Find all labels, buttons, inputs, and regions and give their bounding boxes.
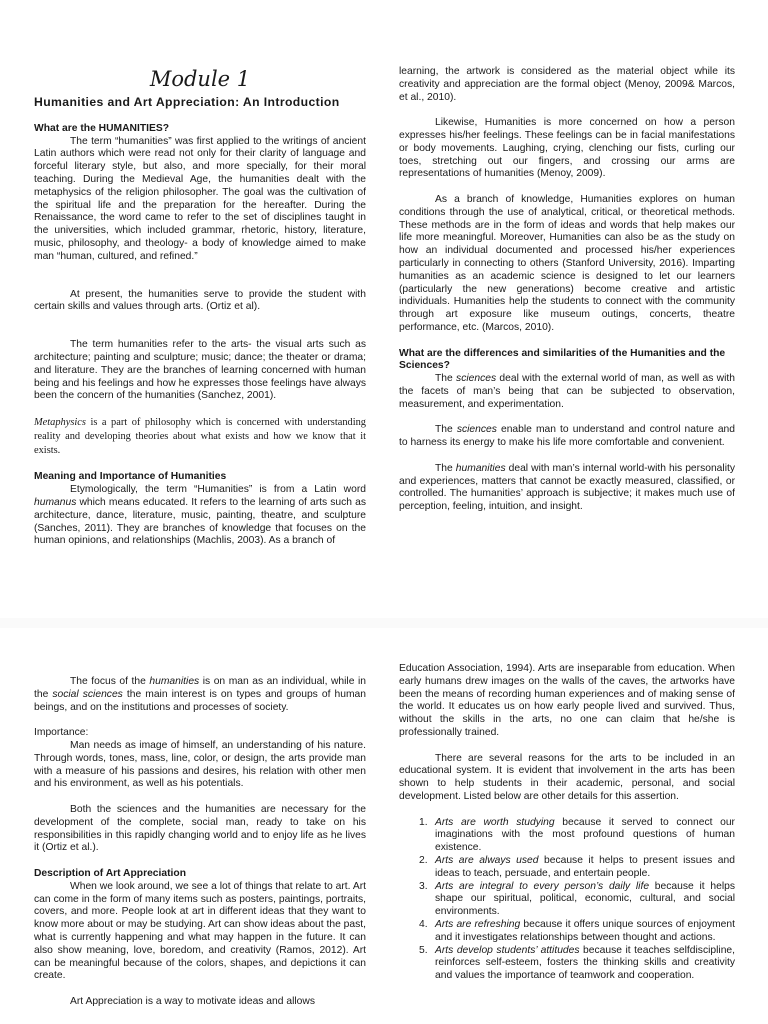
list-item [399,919,735,945]
paragraph [399,463,735,514]
note-text: is a part of philosophy which is concerned with understanding reality and developing theories about what exists and how we know that it exists. [34,416,366,457]
paragraph: As a branch of knowledge, Humanities explores on human conditions through the use of analytical, critical, or theoretical methods. These methods are in the form of ideas and words that help makes our life more meaningful. Moreover, Humanities can also be as the study on how an individual documented and processed his/her experiences particularly in connecting to others (Stanford University, 2016). Imparting humanities as an academic science is designed to let our learners (particularly the new generations) become creative and artistic individuals. Humanities help the students to connect with the community through art exposure like museum outings, concerts, theatre performance, etc. (Marcos, 2010). [399,193,735,333]
list-item [399,855,735,881]
text-run: because it helps to present issues and ideas to teach, persuade, and entertain people. [435,854,735,879]
paragraph: There are several reasons for the arts to be included in an educational system. It is evident that involvement in the arts has been shown to help students in their academic, personal, and social development. Listed below are other details for this assertion. [399,752,735,802]
page-separator [0,618,768,628]
text-run: The [435,424,457,436]
italic-term: sciences [456,424,497,436]
italic-term: humanus [34,496,77,508]
list-number: 2. [419,854,428,866]
paragraph: Art Appreciation is a way to motivate ideas and allows [70,995,315,1007]
list-number: 5. [419,944,428,956]
list-number: 1. [419,816,428,828]
text-run: the main interest is on types and groups of human beings, and on the institutions and processes of society. [34,688,366,713]
page1-right-column [399,66,735,514]
page1-left-column [34,66,366,548]
text-run: The [435,462,456,474]
paragraph [34,676,366,714]
text-run: because it offers unique sources of enjoyment and it investigates relationships between thought and actions. [435,918,735,943]
italic-term: Arts are refreshing [435,918,521,930]
page2-right-column [399,663,735,983]
text-run: The focus of the [70,676,150,687]
paragraph [399,373,735,411]
module-title: Module 1 [149,67,251,91]
paragraph: Man needs as image of himself, an understanding of his nature. Through words, tones, mass, line, color, or design, the arts provide man with a measure of his passions and desires, his relation with other men and his environment, as well as his potentials. [34,739,366,790]
text-run: The [435,373,457,385]
text-run: is on man as an individual, while in the [34,676,366,700]
italic-term: Arts develop students’ attitudes [435,944,580,956]
document-page-2 [0,628,768,1024]
text-run: deal with man’s internal world-with his personality and experiences, matters that cannot be exactly measured, classified, or controlled. The humanities’ approach is subjective; it makes much use of perception, feeling, intuition, and insight. [399,462,735,513]
note-term: Metaphysics [34,416,86,428]
text-run: because it helps shape our spiritual, political, economic, cultural, and social environments. [435,880,736,918]
section-heading-art-appreciation: Description of Art Appreciation [34,867,186,879]
list-item [399,817,735,855]
text-run: because it teaches selfdiscipline, reinforces self-esteem, fosters the thinking skills and creativity and values the importance of teamwork and cooperation. [435,944,736,982]
metaphysics-note [34,416,366,459]
text-run: Etymologically, the term “Humanities” is from a Latin word [70,484,366,496]
paragraph: At present, the humanities serve to provide the student with certain skills and values through arts. (Ortiz et al). [34,288,366,313]
paragraph: Education Association, 1994). Arts are inseparable from education. When early humans drew images on the walls of the caves, the artworks have been the means of recording human experiences and of making sense of the world. It educates us on how early people lived and survived. Thus, without the skills in the arts, no one can claim that he/she is professionally trained. [399,663,735,738]
italic-term: humanities [455,462,506,474]
italic-term: social sciences [52,688,123,700]
text-run: which means educated. It refers to the learning of arts such as architecture, dance, literature, music, painting, theatre, and sculpture (Sanches, 2011). They are branches of knowledge that focuses on the human opinions, and relationships (Machlis, 2003). As a branch of [34,496,366,547]
text-run: because it served to connect our imaginations with the most profound questions of human existence. [435,816,735,854]
paragraph: learning, the artwork is considered as the material object while its creativity and appreciation are the formal object (Menoy, 2009& Marcos, et al., 2010). [399,66,735,103]
italic-term: Arts are worth studying [435,816,555,828]
list-item [399,881,735,919]
paragraph: Likewise, Humanities is more concerned on how a person expresses his/her feelings. These feelings can be in facial manifestations or body movements. Laughing, crying, clenching our fists, curling our toes, stretching out our fingers, and crossing our arms are representations of humanities (Menoy, 2009). [399,117,735,180]
paragraph: The term humanities refer to the arts- the visual arts such as architecture; painting and sculpture; music; dance; the theater or drama; and literature. They are the branches of learning concerned with human being and his feelings and how he expresses those feelings have always been the concern of the humanities (Sanchez, 2001). [34,339,366,402]
importance-label: Importance: [34,727,89,739]
list-number: 4. [419,918,428,930]
module-subtitle: Humanities and Art Appreciation: An Introduction [34,95,340,109]
paragraph [399,424,735,450]
paragraph [34,484,366,548]
section-heading-humanities: What are the HUMANITIES? [34,122,170,134]
section-heading-meaning: Meaning and Importance of Humanities [34,471,227,483]
paragraph: Both the sciences and the humanities are necessary for the development of the complete, social man, ready to take on his responsibilities in this rapidly changing world and to enjoy life as he lives it (Ortiz et al.). [34,803,366,854]
italic-term: sciences [456,373,497,385]
list-item [399,945,735,983]
reasons-list [399,817,735,983]
text-run: deal with the external world of man, as well as with the facets of man’s being that can be subjected to observation, measurement, and experimentation. [399,373,735,410]
italic-term: humanities [149,676,200,687]
italic-term: Arts are always used [435,854,539,866]
page2-left-column [34,676,366,1009]
text-run: enable man to understand and control nature and to harness its energy to make his life more comfortable and convenient. [399,424,735,449]
list-number: 3. [419,880,428,892]
paragraph: When we look around, we see a lot of things that relate to art. Art can come in the form of many items such as posters, paintings, portraits, covers, and more. People look at art in different ideas that they want to know more about or may be studying. Art can show ideas about the past, what is currently happening and what may happen in the future. It can also show meaning, love, boredom, and creativity (Ramos, 2012). Art can be meaningful because of the colors, shapes, and depictions it can create. [34,880,366,982]
section-heading-differences: What are the differences and similarities of the Humanities and the Sciences? [399,347,726,372]
paragraph: The term “humanities” was first applied to the writings of ancient Latin authors which were read not only for their clarity of language and forceful literary style, but also, and more specially, for their moral teaching. During the Medieval Age, the humanities dealt with the metaphysics of the religion philosopher. The goal was the cultivation of the spiritual life and the preparation for the hereafter. During the Renaissance, the word came to refer to the set of disciplines taught in the universities, which included grammar, rhetoric, history, literature, music, philosophy, and theology- a body of knowledge aimed to make man “human, cultured, and refined.” [34,135,366,262]
italic-term: Arts are integral to every person’s daily life [435,880,650,892]
